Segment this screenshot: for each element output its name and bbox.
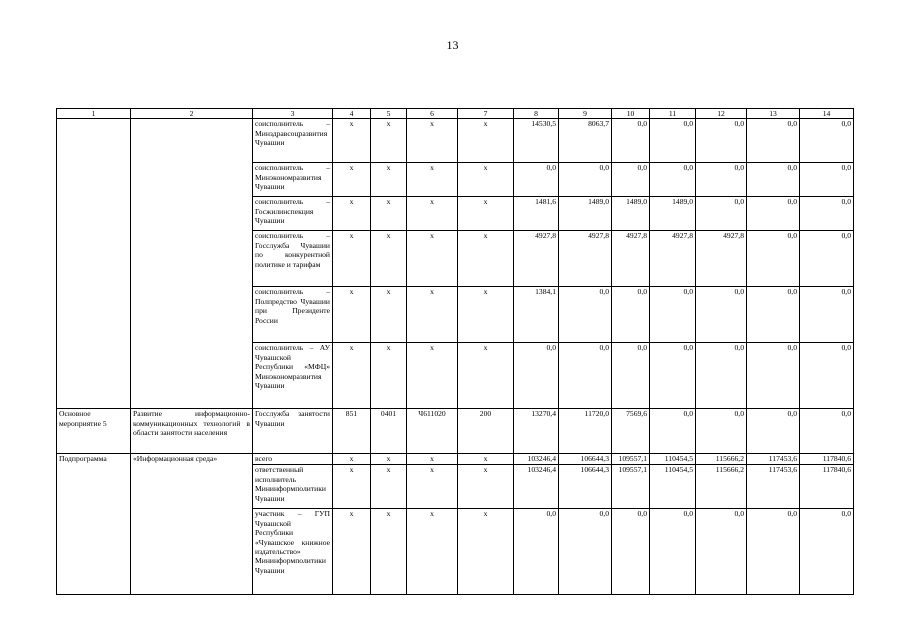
cell-value: 0,0 [696,119,747,163]
cell-value: 0,0 [696,343,747,409]
cell-value: 4927,8 [650,231,696,287]
page-number: 13 [446,38,459,52]
cell-value: x [333,287,371,343]
cell-program-name [131,509,253,595]
table-row [57,197,854,231]
cell-value: 0,0 [612,343,650,409]
col-header: 5 [371,109,407,119]
cell-executor: соисполнитель – Полпредство Чувашии при Президенте России [253,287,333,343]
cell-value: 0,0 [800,409,854,454]
cell-value: 103246,4 [514,454,559,465]
cell-value: 200 [458,409,514,454]
cell-value: 115666,2 [696,465,747,509]
cell-value: x [407,509,458,595]
col-header: 3 [253,109,333,119]
cell-executor: соисполнитель – АУ Чувашской Республики «МФЦ» Минэкономразвития Чувашии [253,343,333,409]
cell-value: 0,0 [514,343,559,409]
cell-value: 0,0 [559,509,612,595]
cell-value: 13270,4 [514,409,559,454]
cell-value: 106644,3 [559,465,612,509]
table-row [57,119,854,163]
cell-value: Ч611020 [407,409,458,454]
cell-value: 4927,8 [612,231,650,287]
cell-value: 110454,5 [650,454,696,465]
cell-program-name [131,119,253,163]
col-header: 1 [57,109,131,119]
cell-value: 0,0 [747,231,800,287]
cell-value: 0,0 [747,119,800,163]
cell-value: 117840,6 [800,465,854,509]
cell-executor: ответственный исполнитель Мининформполитики Чувашии [253,465,333,509]
cell-program-type [57,197,131,231]
cell-value: 0,0 [747,197,800,231]
cell-value: 0,0 [650,163,696,197]
cell-value: 0,0 [650,509,696,595]
cell-value: 0,0 [514,163,559,197]
col-header: 12 [696,109,747,119]
cell-program-type: Основное мероприятие 5 [57,409,131,454]
cell-value: x [458,119,514,163]
cell-executor: соисполнитель – Минздравсоцразвития Чувашии [253,119,333,163]
col-header: 9 [559,109,612,119]
cell-value: x [333,231,371,287]
cell-value: 117453,6 [747,454,800,465]
cell-program-name [131,343,253,409]
cell-value: x [407,343,458,409]
cell-value: 0,0 [696,409,747,454]
col-header: 11 [650,109,696,119]
cell-value: 4927,8 [514,231,559,287]
cell-program-type [57,119,131,163]
cell-value: x [458,163,514,197]
cell-value: 109557,1 [612,465,650,509]
cell-value: x [458,197,514,231]
cell-value: 117453,6 [747,465,800,509]
cell-value: 117840,6 [800,454,854,465]
cell-value: 0,0 [696,197,747,231]
cell-value: x [458,509,514,595]
cell-value: 0,0 [559,163,612,197]
cell-value: x [371,163,407,197]
cell-value: x [407,197,458,231]
cell-value: 0,0 [800,119,854,163]
cell-value: 0,0 [696,287,747,343]
cell-value: x [333,465,371,509]
cell-value: 0,0 [747,343,800,409]
cell-value: 110454,5 [650,465,696,509]
col-header: 14 [800,109,854,119]
cell-value: 8063,7 [559,119,612,163]
cell-value: x [333,454,371,465]
budget-table [56,108,854,595]
cell-value: x [458,287,514,343]
cell-value: x [458,231,514,287]
cell-program-type: Подпрограмма [57,454,131,465]
cell-value: x [333,119,371,163]
cell-executor: соисполнитель – Госжилинспекция Чувашии [253,197,333,231]
cell-value: 851 [333,409,371,454]
cell-value: 0,0 [514,509,559,595]
cell-executor: соисполнитель – Минэкономразвития Чувашии [253,163,333,197]
cell-executor: соисполнитель – Госслужба Чувашии по конкурентной политике и тарифам [253,231,333,287]
cell-value: x [407,465,458,509]
cell-value: x [407,163,458,197]
cell-value: x [333,509,371,595]
cell-program-type [57,343,131,409]
col-header: 4 [333,109,371,119]
table-row [57,343,854,409]
cell-value: 0,0 [612,509,650,595]
cell-value: x [458,343,514,409]
cell-value: x [458,465,514,509]
cell-value: 115666,2 [696,454,747,465]
table-row [57,287,854,343]
table-row [57,409,854,454]
cell-value: 1384,1 [514,287,559,343]
cell-executor: всего [253,454,333,465]
cell-value: 0,0 [747,163,800,197]
table-row [57,465,854,509]
col-header: 2 [131,109,253,119]
col-header: 8 [514,109,559,119]
cell-value: 0,0 [650,119,696,163]
cell-value: 0,0 [800,163,854,197]
table-row [57,454,854,465]
cell-value: 0,0 [800,287,854,343]
cell-value: x [371,509,407,595]
cell-executor: Госслужба занятости Чувашии [253,409,333,454]
cell-program-type [57,163,131,197]
col-header: 7 [458,109,514,119]
cell-program-type [57,465,131,509]
cell-value: 1489,0 [650,197,696,231]
cell-value: 0,0 [612,287,650,343]
cell-value: 7569,6 [612,409,650,454]
table-row [57,231,854,287]
cell-value: x [407,119,458,163]
cell-value: x [371,343,407,409]
cell-value: x [371,287,407,343]
cell-value: 4927,8 [559,231,612,287]
cell-value: 0401 [371,409,407,454]
col-header: 10 [612,109,650,119]
cell-value: 109557,1 [612,454,650,465]
cell-program-name [131,287,253,343]
cell-value: x [371,197,407,231]
cell-program-type [57,287,131,343]
cell-value: 103246,4 [514,465,559,509]
cell-value: x [371,454,407,465]
cell-value: 0,0 [612,119,650,163]
cell-value: 0,0 [612,163,650,197]
cell-value: x [407,231,458,287]
cell-value: x [407,287,458,343]
cell-program-name [131,197,253,231]
cell-value: 1489,0 [559,197,612,231]
cell-program-name [131,231,253,287]
cell-value: x [333,163,371,197]
cell-value: 0,0 [559,287,612,343]
header-row [57,109,854,119]
cell-program-name [131,163,253,197]
cell-value: x [458,454,514,465]
table-row [57,509,854,595]
cell-value: x [407,454,458,465]
cell-value: 0,0 [747,509,800,595]
cell-value: 0,0 [800,509,854,595]
cell-value: 0,0 [800,343,854,409]
cell-value: 11720,0 [559,409,612,454]
cell-program-name: Развитие информационно-коммуникационных технологий в области занятости населения [131,409,253,454]
cell-value: x [333,197,371,231]
cell-value: 0,0 [800,197,854,231]
cell-value: 0,0 [747,409,800,454]
cell-value: 0,0 [650,409,696,454]
cell-value: 1489,0 [612,197,650,231]
cell-value: 14530,5 [514,119,559,163]
cell-value: 4927,8 [696,231,747,287]
cell-value: x [371,231,407,287]
cell-program-type [57,231,131,287]
cell-value: x [333,343,371,409]
cell-executor: участник – ГУП Чувашской Республики «Чувашское книжное издательство» Мининформполитики Чувашии [253,509,333,595]
cell-value: 0,0 [559,343,612,409]
col-header: 13 [747,109,800,119]
cell-value: 106644,3 [559,454,612,465]
cell-program-type [57,509,131,595]
cell-value: x [371,465,407,509]
cell-value: 1481,6 [514,197,559,231]
cell-value: 0,0 [800,231,854,287]
cell-value: 0,0 [696,509,747,595]
cell-value: 0,0 [696,163,747,197]
table-row [57,163,854,197]
cell-program-name [131,465,253,509]
cell-value: x [371,119,407,163]
cell-value: 0,0 [650,343,696,409]
cell-program-name: «Информационная среда» [131,454,253,465]
cell-value: 0,0 [747,287,800,343]
cell-value: 0,0 [650,287,696,343]
col-header: 6 [407,109,458,119]
